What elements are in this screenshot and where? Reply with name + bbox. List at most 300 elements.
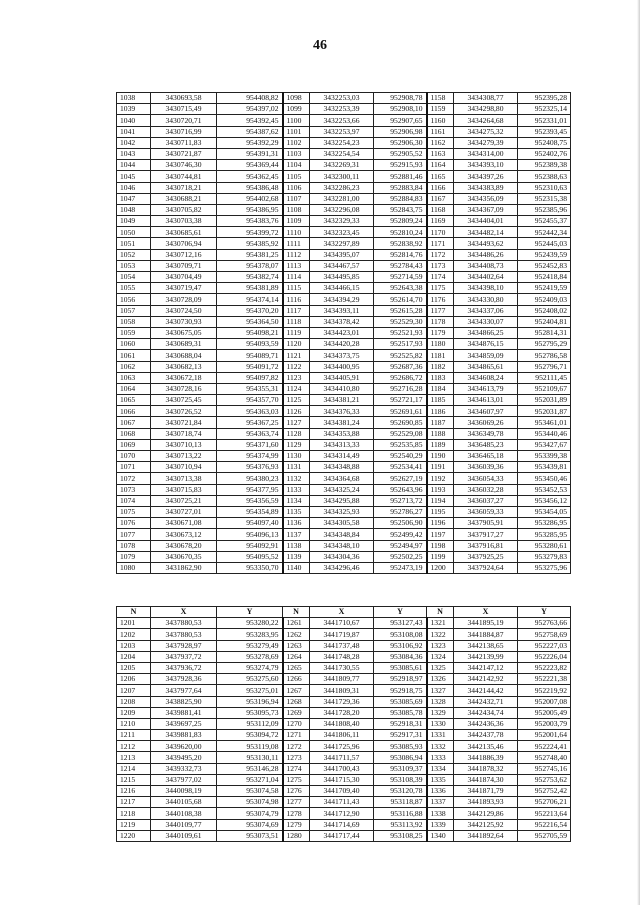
- cell-x: 3430746,30: [151, 160, 217, 171]
- cell-y: 954392,29: [217, 137, 283, 148]
- cell-y: 952690,85: [374, 417, 427, 428]
- table-row: [117, 763, 571, 774]
- cell-y: 952213,64: [518, 808, 571, 819]
- cell-y: 954377,95: [217, 484, 283, 495]
- cell-x: 3434308,77: [454, 93, 518, 104]
- cell-n: 1102: [283, 137, 310, 148]
- cell-y: 952763,66: [518, 618, 571, 629]
- cell-x: 3442147,12: [454, 662, 518, 673]
- table-row: [117, 406, 571, 417]
- cell-x: 3434466,15: [310, 283, 374, 294]
- cell-x: 3430672,18: [151, 372, 217, 383]
- cell-n: 1274: [283, 763, 310, 774]
- table-row: [117, 361, 571, 372]
- cell-y: 952310,63: [518, 182, 571, 193]
- cell-x: 3439881,83: [151, 730, 217, 741]
- column-header: X: [151, 607, 217, 618]
- cell-y: 953275,96: [518, 562, 571, 573]
- cell-n: 1122: [283, 361, 310, 372]
- cell-x: 3436037,27: [454, 495, 518, 506]
- cell-n: 1264: [283, 651, 310, 662]
- cell-n: 1159: [427, 104, 454, 115]
- cell-y: 954095,52: [217, 551, 283, 562]
- cell-x: 3430718,74: [151, 428, 217, 439]
- cell-y: 954380,23: [217, 473, 283, 484]
- cell-x: 3434607,97: [454, 406, 518, 417]
- cell-n: 1338: [427, 808, 454, 819]
- cell-n: 1165: [427, 171, 454, 182]
- cell-n: 1120: [283, 339, 310, 350]
- table-row: [117, 238, 571, 249]
- cell-y: 952502,25: [374, 551, 427, 562]
- cell-y: 952223,82: [518, 662, 571, 673]
- table-row: [117, 651, 571, 662]
- table-row: [117, 718, 571, 729]
- cell-n: 1049: [117, 216, 151, 227]
- cell-x: 3442135,46: [454, 741, 518, 752]
- cell-n: 1203: [117, 640, 151, 651]
- cell-n: 1206: [117, 674, 151, 685]
- cell-n: 1121: [283, 350, 310, 361]
- coordinates-table-bottom: [116, 606, 571, 842]
- cell-y: 952226,04: [518, 651, 571, 662]
- cell-x: 3430725,45: [151, 395, 217, 406]
- cell-y: 952687,36: [374, 361, 427, 372]
- cell-n: 1131: [283, 462, 310, 473]
- cell-x: 3434279,39: [454, 137, 518, 148]
- cell-y: 952745,16: [518, 763, 571, 774]
- cell-y: 954370,20: [217, 305, 283, 316]
- cell-y: 952517,93: [374, 339, 427, 350]
- cell-y: 952408,75: [518, 137, 571, 148]
- cell-n: 1327: [427, 685, 454, 696]
- cell-y: 952786,58: [518, 350, 571, 361]
- cell-y: 952418,84: [518, 272, 571, 283]
- cell-y: 953074,69: [217, 819, 283, 830]
- cell-x: 3442129,86: [454, 808, 518, 819]
- cell-n: 1172: [427, 249, 454, 260]
- table-row: [117, 495, 571, 506]
- cell-y: 954391,31: [217, 148, 283, 159]
- cell-x: 3430744,81: [151, 171, 217, 182]
- cell-x: 3437925,25: [454, 551, 518, 562]
- cell-y: 952111,45: [518, 372, 571, 383]
- cell-y: 952331,01: [518, 115, 571, 126]
- cell-y: 954362,45: [217, 171, 283, 182]
- cell-x: 3441878,32: [454, 763, 518, 774]
- cell-n: 1212: [117, 741, 151, 752]
- cell-n: 1216: [117, 786, 151, 797]
- cell-n: 1322: [427, 629, 454, 640]
- column-header: N: [117, 607, 151, 618]
- table-row: [117, 137, 571, 148]
- cell-x: 3430719,47: [151, 283, 217, 294]
- cell-x: 3442434,74: [454, 707, 518, 718]
- cell-n: 1057: [117, 305, 151, 316]
- cell-n: 1162: [427, 137, 454, 148]
- cell-y: 953456,12: [518, 495, 571, 506]
- cell-n: 1060: [117, 339, 151, 350]
- cell-n: 1186: [427, 406, 454, 417]
- cell-x: 3442138,65: [454, 640, 518, 651]
- cell-n: 1123: [283, 372, 310, 383]
- cell-y: 953274,79: [217, 662, 283, 673]
- cell-n: 1103: [283, 148, 310, 159]
- cell-n: 1207: [117, 685, 151, 696]
- cell-n: 1119: [283, 327, 310, 338]
- cell-y: 954096,13: [217, 529, 283, 540]
- cell-x: 3432253,03: [310, 93, 374, 104]
- cell-n: 1164: [427, 160, 454, 171]
- cell-n: 1321: [427, 618, 454, 629]
- cell-x: 3430688,21: [151, 193, 217, 204]
- cell-x: 3437977,64: [151, 685, 217, 696]
- cell-x: 3430718,21: [151, 182, 217, 193]
- table-row: [117, 774, 571, 785]
- cell-y: 953120,78: [374, 786, 427, 797]
- table-row: [117, 797, 571, 808]
- cell-x: 3434467,57: [310, 260, 374, 271]
- cell-n: 1052: [117, 249, 151, 260]
- table-row: [117, 830, 571, 841]
- cell-y: 953271,04: [217, 774, 283, 785]
- cell-n: 1063: [117, 372, 151, 383]
- cell-n: 1065: [117, 395, 151, 406]
- cell-y: 953112,09: [217, 718, 283, 729]
- cell-x: 3434330,80: [454, 294, 518, 305]
- cell-y: 954097,82: [217, 372, 283, 383]
- cell-x: 3441719,87: [310, 629, 374, 640]
- cell-n: 1076: [117, 518, 151, 529]
- cell-n: 1195: [427, 506, 454, 517]
- cell-n: 1074: [117, 495, 151, 506]
- cell-x: 3442125,92: [454, 819, 518, 830]
- cell-x: 3434353,88: [310, 428, 374, 439]
- cell-n: 1051: [117, 238, 151, 249]
- cell-y: 952003,79: [518, 718, 571, 729]
- table-row: [117, 819, 571, 830]
- table-row: [117, 696, 571, 707]
- table-row: [117, 473, 571, 484]
- cell-x: 3434398,10: [454, 283, 518, 294]
- cell-y: 953279,49: [217, 640, 283, 651]
- cell-y: 952643,96: [374, 484, 427, 495]
- cell-n: 1167: [427, 193, 454, 204]
- cell-y: 952109,67: [518, 383, 571, 394]
- cell-y: 952216,54: [518, 819, 571, 830]
- cell-n: 1069: [117, 439, 151, 450]
- cell-y: 952445,03: [518, 238, 571, 249]
- cell-x: 3430730,93: [151, 316, 217, 327]
- cell-y: 954092,91: [217, 540, 283, 551]
- cell-x: 3432329,33: [310, 216, 374, 227]
- cell-y: 952455,37: [518, 216, 571, 227]
- table-row: [117, 316, 571, 327]
- cell-y: 953106,92: [374, 640, 427, 651]
- column-header: Y: [374, 607, 427, 618]
- cell-n: 1201: [117, 618, 151, 629]
- cell-y: 952005,49: [518, 707, 571, 718]
- cell-y: 952905,52: [374, 148, 427, 159]
- cell-y: 952918,97: [374, 674, 427, 685]
- cell-n: 1108: [283, 204, 310, 215]
- cell-y: 952784,43: [374, 260, 427, 271]
- cell-x: 3430685,61: [151, 227, 217, 238]
- cell-x: 3441711,57: [310, 752, 374, 763]
- cell-x: 3442436,36: [454, 718, 518, 729]
- cell-n: 1079: [117, 551, 151, 562]
- cell-n: 1340: [427, 830, 454, 841]
- cell-y: 952796,71: [518, 361, 571, 372]
- cell-x: 3439332,73: [151, 763, 217, 774]
- cell-x: 3441895,19: [454, 618, 518, 629]
- cell-y: 952499,42: [374, 529, 427, 540]
- cell-x: 3434394,29: [310, 294, 374, 305]
- table-row: [117, 249, 571, 260]
- cell-x: 3440105,68: [151, 797, 217, 808]
- cell-y: 952325,14: [518, 104, 571, 115]
- cell-y: 952643,38: [374, 283, 427, 294]
- cell-x: 3432269,31: [310, 160, 374, 171]
- cell-x: 3434378,42: [310, 316, 374, 327]
- cell-x: 3441737,48: [310, 640, 374, 651]
- cell-n: 1046: [117, 182, 151, 193]
- cell-n: 1270: [283, 718, 310, 729]
- cell-n: 1068: [117, 428, 151, 439]
- cell-n: 1324: [427, 651, 454, 662]
- cell-x: 3434313,33: [310, 439, 374, 450]
- cell-n: 1158: [427, 93, 454, 104]
- cell-n: 1217: [117, 797, 151, 808]
- cell-x: 3441806,11: [310, 730, 374, 741]
- cell-n: 1118: [283, 316, 310, 327]
- cell-n: 1070: [117, 451, 151, 462]
- cell-x: 3430678,20: [151, 540, 217, 551]
- cell-n: 1275: [283, 774, 310, 785]
- cell-x: 3434393,10: [454, 160, 518, 171]
- cell-y: 952918,75: [374, 685, 427, 696]
- cell-x: 3436465,18: [454, 451, 518, 462]
- cell-n: 1099: [283, 104, 310, 115]
- cell-x: 3434381,24: [310, 417, 374, 428]
- cell-n: 1173: [427, 260, 454, 271]
- cell-n: 1112: [283, 249, 310, 260]
- cell-y: 954356,59: [217, 495, 283, 506]
- cell-y: 952884,83: [374, 193, 427, 204]
- cell-x: 3432281,00: [310, 193, 374, 204]
- table-row: [117, 339, 571, 350]
- cell-x: 3441884,87: [454, 629, 518, 640]
- table-row: [117, 518, 571, 529]
- cell-y: 953084,36: [374, 651, 427, 662]
- cell-x: 3434348,84: [310, 529, 374, 540]
- cell-y: 952385,96: [518, 204, 571, 215]
- cell-n: 1134: [283, 495, 310, 506]
- cell-n: 1043: [117, 148, 151, 159]
- cell-x: 3430675,05: [151, 327, 217, 338]
- cell-x: 3432300,11: [310, 171, 374, 182]
- cell-n: 1185: [427, 395, 454, 406]
- cell-n: 1042: [117, 137, 151, 148]
- cell-x: 3430670,35: [151, 551, 217, 562]
- cell-x: 3434295,88: [310, 495, 374, 506]
- cell-n: 1272: [283, 741, 310, 752]
- cell-n: 1135: [283, 506, 310, 517]
- cell-y: 953085,78: [374, 707, 427, 718]
- cell-n: 1053: [117, 260, 151, 271]
- cell-y: 952473,19: [374, 562, 427, 573]
- cell-y: 952031,89: [518, 395, 571, 406]
- cell-y: 954381,25: [217, 249, 283, 260]
- cell-n: 1071: [117, 462, 151, 473]
- cell-y: 953450,46: [518, 473, 571, 484]
- cell-x: 3430728,09: [151, 294, 217, 305]
- cell-y: 952758,69: [518, 629, 571, 640]
- cell-y: 952452,83: [518, 260, 571, 271]
- cell-y: 954378,07: [217, 260, 283, 271]
- cell-y: 952714,59: [374, 272, 427, 283]
- cell-x: 3434423,01: [310, 327, 374, 338]
- cell-x: 3432296,08: [310, 204, 374, 215]
- cell-x: 3434330,07: [454, 316, 518, 327]
- cell-x: 3437917,27: [454, 529, 518, 540]
- cell-y: 952439,59: [518, 249, 571, 260]
- cell-n: 1041: [117, 126, 151, 137]
- cell-n: 1100: [283, 115, 310, 126]
- cell-n: 1166: [427, 182, 454, 193]
- cell-x: 3430726,52: [151, 406, 217, 417]
- cell-x: 3441730,55: [310, 662, 374, 673]
- cell-y: 952814,31: [518, 327, 571, 338]
- cell-x: 3440109,77: [151, 819, 217, 830]
- column-header: N: [283, 607, 310, 618]
- cell-x: 3430688,04: [151, 350, 217, 361]
- cell-n: 1139: [283, 551, 310, 562]
- cell-x: 3430673,12: [151, 529, 217, 540]
- cell-n: 1109: [283, 216, 310, 227]
- cell-n: 1038: [117, 93, 151, 104]
- cell-x: 3434486,26: [454, 249, 518, 260]
- cell-y: 953094,72: [217, 730, 283, 741]
- column-header: N: [427, 607, 454, 618]
- cell-n: 1138: [283, 540, 310, 551]
- cell-y: 954374,99: [217, 451, 283, 462]
- table-row: [117, 350, 571, 361]
- cell-n: 1106: [283, 182, 310, 193]
- cell-x: 3432297,89: [310, 238, 374, 249]
- cell-x: 3437936,72: [151, 662, 217, 673]
- cell-y: 954367,25: [217, 417, 283, 428]
- cell-y: 954383,76: [217, 216, 283, 227]
- cell-y: 952795,29: [518, 339, 571, 350]
- cell-y: 952494,97: [374, 540, 427, 551]
- cell-y: 952442,34: [518, 227, 571, 238]
- cell-x: 3441809,31: [310, 685, 374, 696]
- cell-y: 952713,72: [374, 495, 427, 506]
- cell-n: 1271: [283, 730, 310, 741]
- cell-y: 952881,46: [374, 171, 427, 182]
- cell-y: 953275,60: [217, 674, 283, 685]
- cell-x: 3441874,30: [454, 774, 518, 785]
- column-header: Y: [217, 607, 283, 618]
- cell-x: 3431862,90: [151, 562, 217, 573]
- cell-x: 3434393,11: [310, 305, 374, 316]
- cell-y: 952843,75: [374, 204, 427, 215]
- cell-n: 1337: [427, 797, 454, 808]
- cell-y: 952753,62: [518, 774, 571, 785]
- cell-y: 953086,94: [374, 752, 427, 763]
- cell-n: 1073: [117, 484, 151, 495]
- cell-x: 3434275,32: [454, 126, 518, 137]
- cell-x: 3432253,66: [310, 115, 374, 126]
- cell-x: 3434405,91: [310, 372, 374, 383]
- cell-n: 1160: [427, 115, 454, 126]
- cell-n: 1325: [427, 662, 454, 673]
- cell-x: 3430709,71: [151, 260, 217, 271]
- cell-y: 953146,28: [217, 763, 283, 774]
- cell-x: 3434367,09: [454, 204, 518, 215]
- cell-x: 3439881,41: [151, 707, 217, 718]
- cell-n: 1265: [283, 662, 310, 673]
- cell-y: 953085,93: [374, 741, 427, 752]
- cell-n: 1182: [427, 361, 454, 372]
- table-row: [117, 562, 571, 573]
- cell-y: 952716,28: [374, 383, 427, 394]
- cell-x: 3434337,06: [454, 305, 518, 316]
- cell-y: 953085,69: [374, 696, 427, 707]
- cell-x: 3430704,49: [151, 272, 217, 283]
- cell-n: 1184: [427, 383, 454, 394]
- cell-x: 3434400,95: [310, 361, 374, 372]
- cell-n: 1276: [283, 786, 310, 797]
- cell-n: 1055: [117, 283, 151, 294]
- cell-x: 3437928,36: [151, 674, 217, 685]
- cell-x: 3440098,19: [151, 786, 217, 797]
- column-header: X: [310, 607, 374, 618]
- cell-y: 952786,27: [374, 506, 427, 517]
- cell-x: 3430713,38: [151, 473, 217, 484]
- cell-n: 1192: [427, 473, 454, 484]
- cell-x: 3442139,99: [454, 651, 518, 662]
- cell-x: 3430711,83: [151, 137, 217, 148]
- cell-y: 954093,59: [217, 339, 283, 350]
- cell-n: 1054: [117, 272, 151, 283]
- cell-y: 952227,03: [518, 640, 571, 651]
- table-row: [117, 283, 571, 294]
- cell-y: 952389,38: [518, 160, 571, 171]
- cell-y: 954089,71: [217, 350, 283, 361]
- cell-y: 952221,38: [518, 674, 571, 685]
- cell-y: 953074,58: [217, 786, 283, 797]
- cell-n: 1329: [427, 707, 454, 718]
- cell-y: 952506,90: [374, 518, 427, 529]
- cell-n: 1113: [283, 260, 310, 271]
- cell-x: 3441717,44: [310, 830, 374, 841]
- cell-y: 953113,92: [374, 819, 427, 830]
- cell-x: 3432286,23: [310, 182, 374, 193]
- header-row: [117, 607, 571, 618]
- cell-x: 3434613,79: [454, 383, 518, 394]
- table-row: [117, 171, 571, 182]
- cell-n: 1330: [427, 718, 454, 729]
- cell-y: 952031,87: [518, 406, 571, 417]
- table-row: [117, 752, 571, 763]
- cell-x: 3434325,24: [310, 484, 374, 495]
- cell-x: 3430713,22: [151, 451, 217, 462]
- page-number: 46: [313, 38, 327, 53]
- cell-y: 953350,70: [217, 562, 283, 573]
- cell-y: 952615,28: [374, 305, 427, 316]
